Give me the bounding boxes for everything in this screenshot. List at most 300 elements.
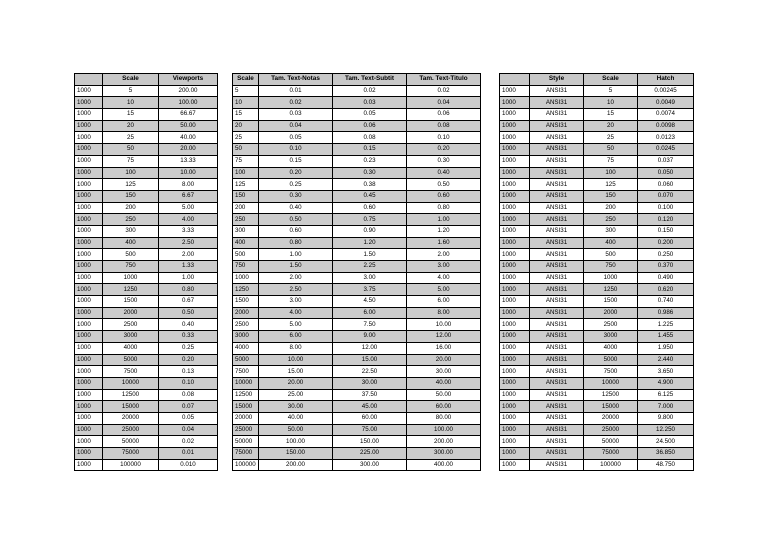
table-cell: 4.50: [333, 296, 407, 308]
table-cell: 1000: [500, 331, 530, 343]
table-cell: 300: [103, 225, 159, 237]
table-cell: 0.070: [638, 190, 694, 202]
table-cell: ANSI31: [530, 155, 584, 167]
table-cell: 0.0074: [638, 109, 694, 121]
table-cell: 1000: [75, 214, 103, 226]
table-cell: 1000: [500, 202, 530, 214]
table-row: [233, 225, 481, 237]
table-row: [233, 412, 481, 424]
table-cell: 0.67: [159, 296, 218, 308]
table-cell: 3000: [584, 331, 638, 343]
table-cell: ANSI31: [530, 331, 584, 343]
table-cell: 1000: [500, 307, 530, 319]
table-cell: ANSI31: [530, 249, 584, 261]
text-size-table: [232, 73, 481, 471]
table-cell: 0.10: [407, 132, 481, 144]
table-cell: 1000: [500, 249, 530, 261]
table-cell: 1000: [500, 109, 530, 121]
table-cell: ANSI31: [530, 424, 584, 436]
table-cell: 6.00: [407, 296, 481, 308]
table-cell: 80.00: [407, 412, 481, 424]
table-cell: ANSI31: [530, 377, 584, 389]
table-cell: 1000: [75, 307, 103, 319]
table-cell: 50: [584, 144, 638, 156]
table-cell: 3000: [103, 331, 159, 343]
table-row: [500, 459, 694, 471]
table-cell: 25000: [233, 424, 259, 436]
table-cell: 0.01: [259, 85, 333, 97]
table-cell: 15: [233, 109, 259, 121]
table-cell: 5000: [103, 354, 159, 366]
table-cell: ANSI31: [530, 132, 584, 144]
table-cell: 0.0098: [638, 120, 694, 132]
table-header-row: [75, 74, 218, 86]
table-cell: 1000: [75, 120, 103, 132]
table-cell: 40.00: [259, 412, 333, 424]
table-row: [500, 296, 694, 308]
table-cell: 0.20: [407, 144, 481, 156]
table-cell: 1000: [500, 132, 530, 144]
table-row: [233, 319, 481, 331]
table-cell: 10.00: [407, 319, 481, 331]
table-cell: 15: [584, 109, 638, 121]
table-cell: 0.60: [333, 202, 407, 214]
table-header-row: [233, 74, 481, 86]
table-row: [500, 132, 694, 144]
table-cell: 3.00: [407, 261, 481, 273]
table-cell: 37.50: [333, 389, 407, 401]
table-cell: 1000: [103, 272, 159, 284]
table-cell: 0.05: [333, 109, 407, 121]
table-cell: 150: [233, 190, 259, 202]
table-row: [75, 307, 218, 319]
table-cell: 15000: [584, 401, 638, 413]
table-cell: ANSI31: [530, 389, 584, 401]
table-cell: 6.125: [638, 389, 694, 401]
table-cell: 250: [103, 214, 159, 226]
table-cell: 0.04: [259, 120, 333, 132]
table-cell: 1000: [75, 237, 103, 249]
table-cell: 1500: [584, 296, 638, 308]
table-row: [500, 225, 694, 237]
table-cell: 400: [584, 237, 638, 249]
table-cell: 1000: [500, 389, 530, 401]
table-cell: 1000: [500, 342, 530, 354]
table-cell: 7500: [103, 366, 159, 378]
table-cell: 750: [233, 261, 259, 273]
table-cell: 1000: [75, 132, 103, 144]
table-cell: 100000: [103, 459, 159, 471]
table-cell: 1000: [75, 97, 103, 109]
table-row: [500, 202, 694, 214]
table-cell: 75: [233, 155, 259, 167]
table-cell: 25.00: [259, 389, 333, 401]
table-cell: 1000: [500, 377, 530, 389]
table-row: [500, 436, 694, 448]
table-cell: 2500: [233, 319, 259, 331]
table-cell: 40.00: [407, 377, 481, 389]
table-cell: 0.15: [333, 144, 407, 156]
table-cell: 75: [103, 155, 159, 167]
table-row: [75, 448, 218, 460]
table-cell: 0.40: [407, 167, 481, 179]
table-cell: 75: [584, 155, 638, 167]
table-cell: 0.08: [333, 132, 407, 144]
table-cell: 5: [233, 85, 259, 97]
table-cell: ANSI31: [530, 214, 584, 226]
table-cell: 500: [103, 249, 159, 261]
table-cell: 1000: [500, 401, 530, 413]
table-cell: 0.25: [259, 179, 333, 191]
table-cell: 2000: [103, 307, 159, 319]
table-cell: 0.02: [259, 97, 333, 109]
table-cell: 20: [584, 120, 638, 132]
table-cell: 8.00: [159, 179, 218, 191]
table-cell: ANSI31: [530, 85, 584, 97]
table-cell: 0.0049: [638, 97, 694, 109]
table-cell: 75000: [233, 448, 259, 460]
table-cell: 225.00: [333, 448, 407, 460]
table-cell: 1000: [233, 272, 259, 284]
table-cell: ANSI31: [530, 202, 584, 214]
table-cell: 60.00: [407, 401, 481, 413]
table-cell: 0.50: [159, 307, 218, 319]
table-cell: 4.900: [638, 377, 694, 389]
table-row: [233, 214, 481, 226]
table-cell: 1000: [75, 354, 103, 366]
table-cell: 0.490: [638, 272, 694, 284]
table-cell: ANSI31: [530, 120, 584, 132]
table-cell: 1250: [584, 284, 638, 296]
table-cell: 1000: [500, 167, 530, 179]
table-row: [75, 120, 218, 132]
table-cell: 1000: [75, 389, 103, 401]
table-cell: 300: [233, 225, 259, 237]
table-cell: 1000: [75, 284, 103, 296]
table-cell: 150.00: [259, 448, 333, 460]
table-cell: 9.800: [638, 412, 694, 424]
table-cell: 30.00: [333, 377, 407, 389]
table-row: [500, 354, 694, 366]
table-header-row: [500, 74, 694, 86]
table-cell: 1.60: [407, 237, 481, 249]
table-row: [233, 424, 481, 436]
table-cell: 10.00: [259, 354, 333, 366]
table-cell: 3.33: [159, 225, 218, 237]
table-row: [75, 401, 218, 413]
table-row: [500, 155, 694, 167]
table-cell: 2.00: [159, 249, 218, 261]
table-cell: 1000: [500, 424, 530, 436]
table-row: [75, 366, 218, 378]
table-cell: 0.10: [159, 377, 218, 389]
table-row: [233, 144, 481, 156]
table-cell: 0.05: [259, 132, 333, 144]
table-cell: 0.20: [259, 167, 333, 179]
table-cell: 1000: [75, 401, 103, 413]
table-row: [233, 167, 481, 179]
table-row: [500, 366, 694, 378]
table-cell: 7.000: [638, 401, 694, 413]
table-cell: 0.050: [638, 167, 694, 179]
table-row: [233, 155, 481, 167]
table-cell: ANSI31: [530, 225, 584, 237]
table-cell: 0.60: [259, 225, 333, 237]
table-cell: 150.00: [333, 436, 407, 448]
table-row: [500, 412, 694, 424]
table-cell: 0.10: [259, 144, 333, 156]
table-cell: 1000: [500, 436, 530, 448]
table-cell: 0.50: [259, 214, 333, 226]
table-cell: 0.25: [159, 342, 218, 354]
table-cell: 150: [103, 190, 159, 202]
table-cell: 6.00: [259, 331, 333, 343]
table-cell: 2000: [584, 307, 638, 319]
table-row: [75, 132, 218, 144]
table-cell: 1.00: [259, 249, 333, 261]
table-cell: 0.15: [259, 155, 333, 167]
table-row: [75, 272, 218, 284]
table-cell: 0.38: [333, 179, 407, 191]
table-row: [233, 307, 481, 319]
table-cell: 48.750: [638, 459, 694, 471]
table-row: [500, 272, 694, 284]
table-cell: 20: [103, 120, 159, 132]
table-cell: 125: [103, 179, 159, 191]
table-cell: 10000: [103, 377, 159, 389]
table-cell: 0.90: [333, 225, 407, 237]
table-cell: ANSI31: [530, 261, 584, 273]
table-cell: 3.00: [259, 296, 333, 308]
table-cell: 12500: [103, 389, 159, 401]
table-cell: 0.250: [638, 249, 694, 261]
table-cell: ANSI31: [530, 342, 584, 354]
table-cell: 0.05: [159, 412, 218, 424]
table-row: [500, 249, 694, 261]
table-cell: 1000: [75, 424, 103, 436]
table-row: [500, 85, 694, 97]
table-cell: 20.00: [159, 144, 218, 156]
table-cell: 45.00: [333, 401, 407, 413]
table-row: [233, 109, 481, 121]
table-cell: ANSI31: [530, 319, 584, 331]
table-cell: 0.04: [159, 424, 218, 436]
table-cell: 1000: [75, 167, 103, 179]
table-row: [233, 237, 481, 249]
table-cell: 0.01: [159, 448, 218, 460]
table-cell: 75000: [584, 448, 638, 460]
table-cell: 4.00: [159, 214, 218, 226]
table-cell: 500: [233, 249, 259, 261]
table-cell: 1000: [75, 261, 103, 273]
table-cell: 15.00: [259, 366, 333, 378]
table-cell: 12500: [584, 389, 638, 401]
table-cell: 25: [103, 132, 159, 144]
table-row: [75, 155, 218, 167]
table-cell: 100.00: [259, 436, 333, 448]
table-row: [500, 319, 694, 331]
table-cell: 1000: [500, 144, 530, 156]
table-row: [233, 85, 481, 97]
table-row: [233, 261, 481, 273]
table-cell: 100: [584, 167, 638, 179]
table-cell: 12.250: [638, 424, 694, 436]
table-cell: 1.20: [333, 237, 407, 249]
table-cell: 50: [103, 144, 159, 156]
table-cell: 1000: [500, 448, 530, 460]
table-row: [75, 412, 218, 424]
table-cell: 0.100: [638, 202, 694, 214]
table-cell: ANSI31: [530, 448, 584, 460]
table-cell: 1000: [75, 144, 103, 156]
table-cell: 30.00: [407, 366, 481, 378]
table-cell: 0.45: [333, 190, 407, 202]
table-row: [75, 190, 218, 202]
table-cell: 50: [233, 144, 259, 156]
column-header: [500, 74, 530, 86]
table-cell: 1000: [500, 319, 530, 331]
table-cell: 0.03: [333, 97, 407, 109]
table-cell: 1000: [75, 459, 103, 471]
table-cell: 4000: [233, 342, 259, 354]
table-cell: 100000: [233, 459, 259, 471]
table-cell: 1000: [500, 214, 530, 226]
column-header: Hatch: [638, 74, 694, 86]
table-cell: 100.00: [159, 97, 218, 109]
table-cell: 15000: [233, 401, 259, 413]
table-cell: 2500: [103, 319, 159, 331]
table-cell: 1000: [75, 436, 103, 448]
table-cell: 5.00: [259, 319, 333, 331]
table-cell: 1000: [75, 272, 103, 284]
table-cell: 3000: [233, 331, 259, 343]
table-row: [75, 296, 218, 308]
table-cell: 0.30: [407, 155, 481, 167]
table-row: [500, 120, 694, 132]
table-cell: 1000: [500, 412, 530, 424]
table-cell: 2.440: [638, 354, 694, 366]
table-cell: 200: [584, 202, 638, 214]
table-cell: 150: [584, 190, 638, 202]
table-row: [500, 424, 694, 436]
table-row: [500, 331, 694, 343]
table-row: [500, 307, 694, 319]
table-cell: 0.30: [259, 190, 333, 202]
table-cell: 50000: [584, 436, 638, 448]
table-row: [75, 459, 218, 471]
table-cell: 7500: [233, 366, 259, 378]
table-row: [75, 167, 218, 179]
column-header: Viewports: [159, 74, 218, 86]
table-row: [500, 389, 694, 401]
table-cell: 16.00: [407, 342, 481, 354]
table-cell: 200.00: [259, 459, 333, 471]
table-row: [75, 436, 218, 448]
table-cell: 0.75: [333, 214, 407, 226]
table-cell: 100.00: [407, 424, 481, 436]
table-row: [233, 272, 481, 284]
table-row: [500, 190, 694, 202]
table-cell: 12.00: [407, 331, 481, 343]
table-cell: 1000: [500, 366, 530, 378]
table-cell: 75000: [103, 448, 159, 460]
table-cell: 200.00: [159, 85, 218, 97]
column-header: Scale: [584, 74, 638, 86]
table-cell: 1000: [500, 237, 530, 249]
table-cell: 1000: [75, 331, 103, 343]
table-cell: 15000: [103, 401, 159, 413]
table-row: [75, 261, 218, 273]
table-cell: 1.455: [638, 331, 694, 343]
table-cell: 15.00: [333, 354, 407, 366]
table-cell: 2.25: [333, 261, 407, 273]
table-cell: 6.67: [159, 190, 218, 202]
table-cell: 4000: [584, 342, 638, 354]
table-cell: 0.80: [407, 202, 481, 214]
table-row: [75, 109, 218, 121]
table-cell: 36.850: [638, 448, 694, 460]
column-header: [75, 74, 103, 86]
table-cell: 1000: [75, 179, 103, 191]
table-cell: 0.037: [638, 155, 694, 167]
table-cell: 1000: [75, 249, 103, 261]
table-cell: 1000: [500, 190, 530, 202]
table-cell: 1000: [500, 296, 530, 308]
table-row: [500, 109, 694, 121]
table-row: [75, 249, 218, 261]
table-row: [75, 424, 218, 436]
table-cell: ANSI31: [530, 366, 584, 378]
table-row: [75, 214, 218, 226]
table-cell: ANSI31: [530, 272, 584, 284]
table-cell: 5: [584, 85, 638, 97]
table-cell: 100: [233, 167, 259, 179]
table-cell: 5.00: [407, 284, 481, 296]
table-row: [75, 202, 218, 214]
table-cell: 0.150: [638, 225, 694, 237]
table-cell: 0.06: [407, 109, 481, 121]
table-cell: 1000: [75, 448, 103, 460]
table-row: [500, 214, 694, 226]
table-cell: 1000: [75, 296, 103, 308]
table-cell: 1000: [75, 85, 103, 97]
table-cell: 200: [233, 202, 259, 214]
table-cell: 3.75: [333, 284, 407, 296]
table-cell: ANSI31: [530, 459, 584, 471]
table-row: [233, 202, 481, 214]
table-cell: 10: [233, 97, 259, 109]
table-cell: 3.650: [638, 366, 694, 378]
table-row: [75, 319, 218, 331]
table-cell: 0.40: [159, 319, 218, 331]
table-row: [233, 120, 481, 132]
table-row: [500, 167, 694, 179]
table-cell: 24.500: [638, 436, 694, 448]
table-cell: 4.00: [407, 272, 481, 284]
table-cell: 0.40: [259, 202, 333, 214]
table-cell: 2.00: [259, 272, 333, 284]
table-cell: 0.120: [638, 214, 694, 226]
table-row: [75, 331, 218, 343]
table-cell: 1000: [584, 272, 638, 284]
table-cell: 50000: [233, 436, 259, 448]
table-row: [500, 144, 694, 156]
table-row: [233, 331, 481, 343]
table-row: [75, 284, 218, 296]
table-row: [75, 144, 218, 156]
table-cell: 20000: [103, 412, 159, 424]
table-cell: 0.740: [638, 296, 694, 308]
